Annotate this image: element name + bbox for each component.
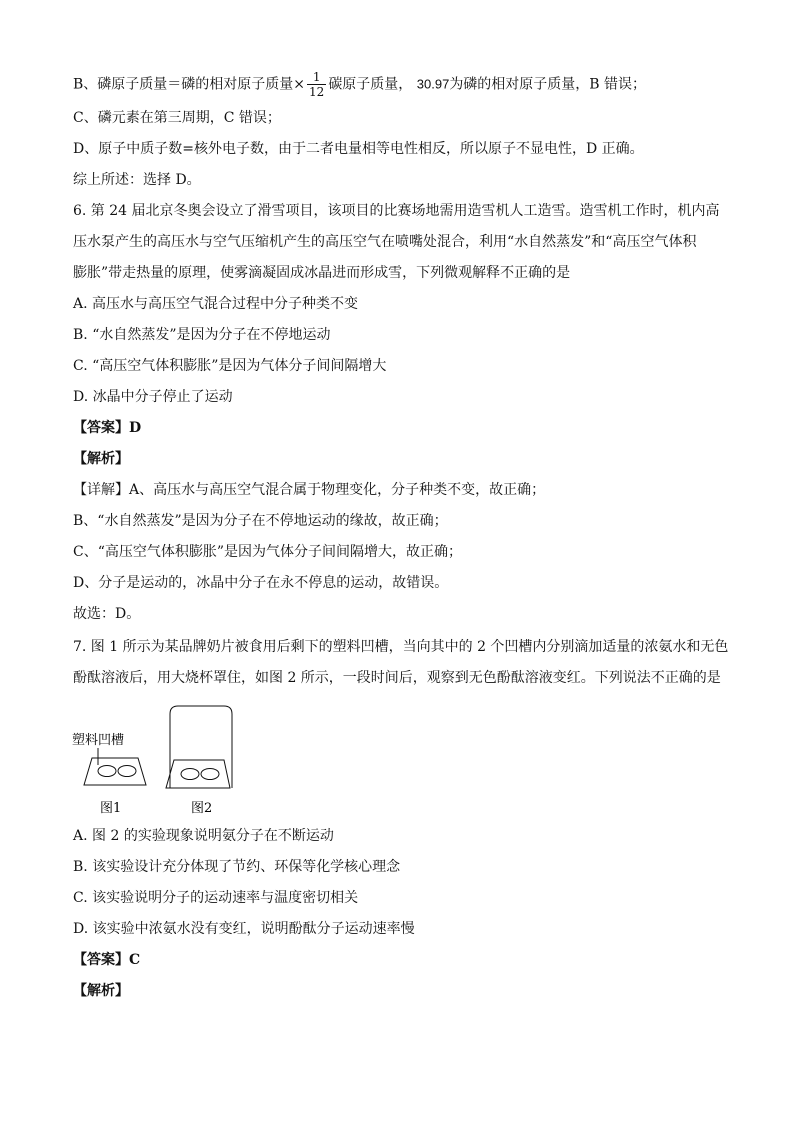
q6-detail-b: B、“水自然蒸发”是因为分子在不停地运动的缘故，故正确； [73,513,448,529]
fig2-groove-right [201,769,219,780]
q6-option-a: A. 高压水与高压空气混合过程中分子种类不变 [73,296,359,312]
q6-option-c: C. “高压空气体积膨胀”是因为气体分子间间隔增大 [73,358,387,374]
fig2-groove-left [181,769,199,780]
q6-stem-line-3: 膨胀”带走热量的原理，使雾滴凝固成冰晶进而形成雪，下列微观解释不正确的是 [73,265,571,281]
q6-detail-a: 【详解】A、高压水与高压空气混合属于物理变化，分子种类不变，故正确； [73,482,546,498]
fig1-tray [84,758,146,785]
experiment-figure [70,700,250,818]
line-b-value: 30.97 [416,76,450,92]
q7-stem-line-2: 酚酞溶液后，用大烧杯罩住，如图 2 所示，一段时间后，观察到无色酚酞溶液变红。下列说法不正确的是 [73,670,721,686]
solution-line-d: D、原子中质子数=核外电子数，由于二者电量相等电性相反，所以原子不显电性，D 正确。 [73,141,644,157]
fig2-tray [166,760,230,788]
fraction-denominator: 12 [309,85,325,99]
q6-conclusion: 故选：D。 [73,606,141,622]
line-b-text-d: 为磷的相对原子质量，B 错误； [449,76,647,93]
fig1-groove-left [98,766,116,777]
q6-option-b: B. “水自然蒸发”是因为分子在不停地运动 [73,327,331,343]
fig1-groove-right [118,766,136,777]
fig1-caption: 图1 [100,801,122,816]
q7-stem-line-1: 7. 图 1 所示为某品牌奶片被食用后剩下的塑料凹槽，当向其中的 2 个凹槽内分别滴加适量的浓氨水和无色 [73,639,729,655]
q6-option-d: D. 冰晶中分子停止了运动 [73,389,233,405]
line-b-text-b: 碳原子质量， [328,76,413,93]
q6-detail-d: D、分子是运动的，冰晶中分子在永不停息的运动，故错误。 [73,575,449,591]
solution-summary: 综上所述：选择 D。 [73,172,201,188]
fraction [307,70,326,99]
fraction-numerator: 1 [307,70,326,85]
q7-option-a: A. 图 2 的实验现象说明氨分子在不断运动 [73,828,334,844]
q6-stem-line-2: 压水泵产生的高压水与空气压缩机产生的高压空气在喷嘴处混合，利用“水自然蒸发”和“高压空气体积 [73,234,697,250]
q7-answer: 【答案】C [73,952,141,968]
q6-answer: 【答案】D [73,420,142,436]
fig2-caption: 图2 [191,801,213,816]
q7-option-b: B. 该实验设计充分体现了节约、环保等化学核心理念 [73,859,401,875]
q6-detail-c: C、“高压空气体积膨胀”是因为气体分子间间隔增大，故正确； [73,544,463,560]
solution-line-c: C、磷元素在第三周期，C 错误； [73,110,281,126]
q7-analysis-heading: 【解析】 [73,983,129,999]
plastic-groove-label: 塑料凹槽 [72,733,125,748]
q7-option-d: D. 该实验中浓氨水没有变红，说明酚酞分子运动速率慢 [73,921,415,937]
q6-analysis-heading: 【解析】 [73,451,129,467]
line-b-text-a: B、磷原子质量＝磷的相对原子质量× [73,76,306,93]
solution-line-b [73,70,646,99]
q6-stem-line-1: 6. 第 24 届北京冬奥会设立了滑雪项目，该项目的比赛场地需用造雪机人工造雪。造雪机工作时，机内高 [73,203,720,219]
q7-option-c: C. 该实验说明分子的运动速率与温度密切相关 [73,890,359,906]
